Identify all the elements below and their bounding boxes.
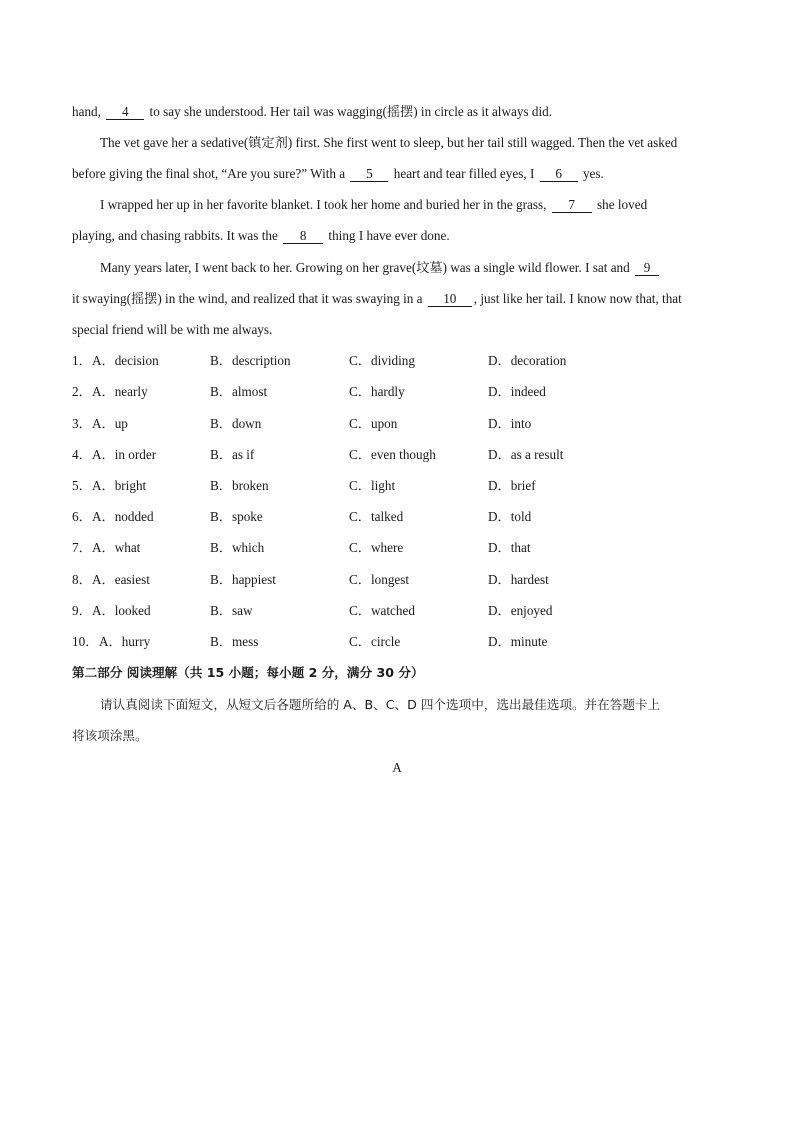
passage-line-8: special friend will be with me always. [72,322,273,337]
question-row-4: 4． A．in order B．as if C．even though D．as a result [72,447,564,462]
question-row-9: 9． A．looked B．saw C．watched D．enjoyed [72,603,553,618]
passage-line-6: Many years later, I went back to her. Growing on her grave(坟墓) was a single wild flower. I sat and 9 [100,259,724,277]
question-row-7: 7． A．what B．which C．where D．that [72,540,531,555]
question-row-2: 2． A．nearly B．almost C．hardly D．indeed [72,384,546,399]
blank-5: 5 [350,166,388,182]
passage-line-3: before giving the final shot, “Are you sure?” With a 5 heart and tear filled eyes, I 6 yes. [72,166,604,181]
blank-8: 8 [283,228,323,244]
blank-9: 9 [635,260,659,276]
section-heading: 第二部分 阅读理解（共 15 小题；每小题 2 分，满分 30 分） [72,665,424,680]
blank-10: 10 [428,291,472,307]
question-row-3: 3． A．up B．down C．upon D．into [72,416,532,431]
blank-4: 4 [106,104,144,120]
passage-label: A [392,760,402,775]
passage-line-1: hand, 4 to say she understood. Her tail was wagging(摇摆) in circle as it always did. [72,104,553,119]
question-row-5: 5． A．bright B．broken C．light D．brief [72,478,536,493]
blank-6: 6 [540,166,578,182]
question-row-6: 6． A．nodded B．spoke C．talked D．told [72,509,532,524]
section-instruction-line-2: 将该项涂黑。 [72,728,148,743]
question-row-8: 8． A．easiest B．happiest C．longest D．hardest [72,572,549,587]
passage-line-7: it swaying(摇摆) in the wind, and realized that it was swaying in a 10 , just like her tail. I know now that, that [72,291,682,306]
passage-line-4: I wrapped her up in her favorite blanket. I took her home and buried her in the grass, 7 she loved [100,197,648,212]
blank-7: 7 [552,197,592,213]
section-instruction-line-1: 请认真阅读下面短文，从短文后各题所给的 A、B、C、D 四个选项中，选出最佳选项。并在答题卡上 [100,697,661,712]
question-row-1: 1． A．decision B．description C．dividing D．decoration [72,353,567,368]
passage-line-5: playing, and chasing rabbits. It was the 8 thing I have ever done. [72,228,450,243]
question-row-10: 10． A．hurry B．mess C．circle D．minute [72,634,548,649]
passage-line-2: The vet gave her a sedative(镇定剂) first. She first went to sleep, but her tail still wagged. Then the vet asked [100,135,678,150]
